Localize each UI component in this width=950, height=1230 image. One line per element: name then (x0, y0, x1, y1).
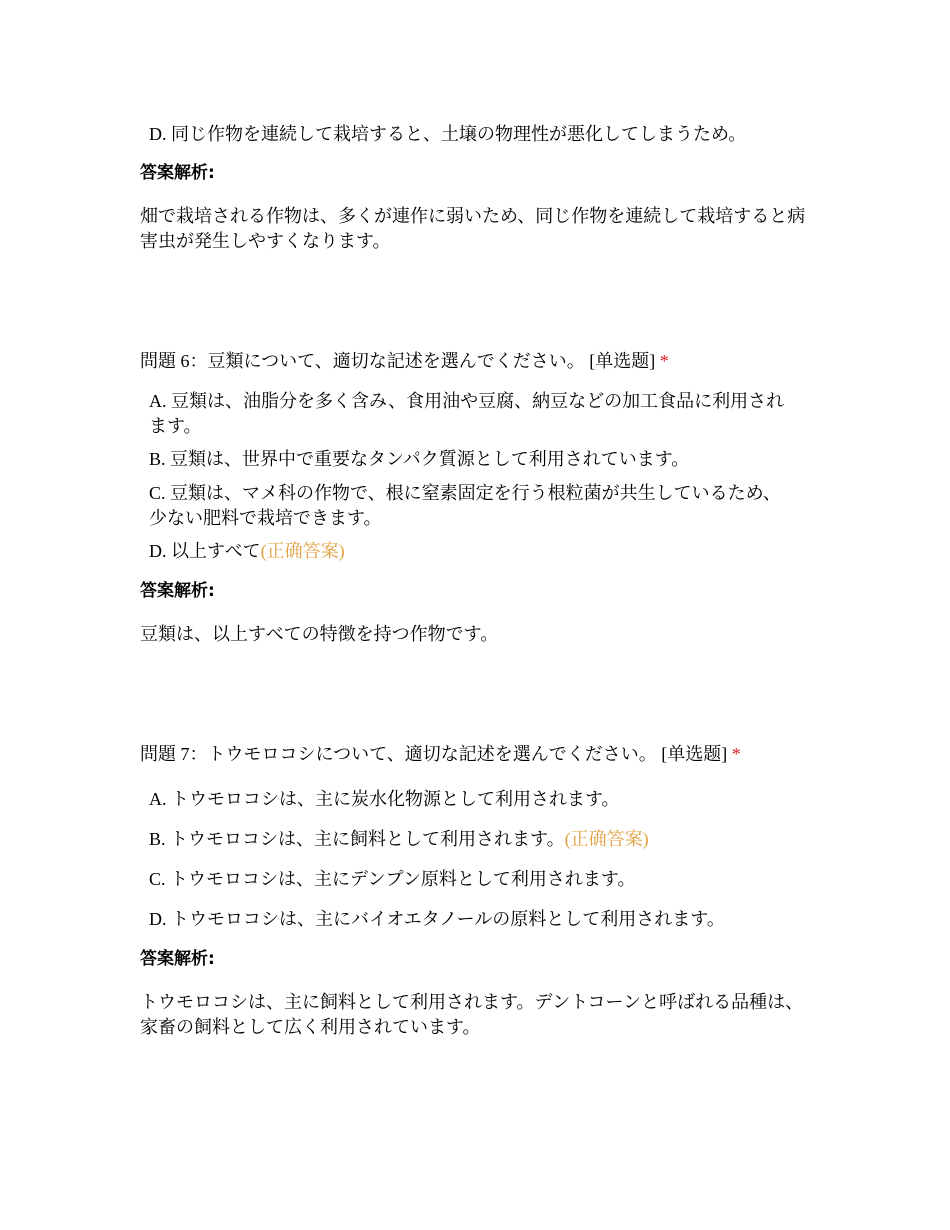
q6-option-a: A. 豆類は、油脂分を多く含み、食用油や豆腐、納豆などの加工食品に利用されます。 (149, 391, 785, 436)
q5-option-d: D. 同じ作物を連続して栽培すると、土壌の物理性が悪化してしまうため。 (149, 124, 747, 144)
q7-question (140, 742, 741, 766)
q7-option-d: D. トウモロコシは、主にバイオエタノールの原料として利用されます。 (149, 909, 725, 929)
q6-option-b: B. 豆類は、世界中で重要なタンパク質源として利用されています。 (149, 449, 690, 469)
q7-option-b-text: B. トウモロコシは、主に飼料として利用されます。 (149, 829, 565, 849)
q7-option-a: A. トウモロコシは、主に炭水化物源として利用されます。 (149, 789, 620, 809)
q6-option-d-text: D. 以上すべて (149, 541, 261, 561)
q6-correct-label: (正确答案) (260, 541, 345, 561)
q7-question-text: 問題 7：トウモロコシについて、適切な記述を選んでください。 (140, 744, 657, 764)
q7-correct-label: (正确答案) (564, 829, 649, 849)
q7-analysis-heading: 答案解析: (140, 949, 215, 969)
q6-question-text: 問題 6：豆類について、適切な記述を選んでください。 (140, 351, 585, 371)
q6-option-d (149, 539, 345, 563)
q5-analysis-heading: 答案解析: (140, 163, 215, 183)
q6-option-c: C. 豆類は、マメ科の作物で、根に窒素固定を行う根粒菌が共生しているため、少ない肥料で栽培できます。 (149, 483, 781, 528)
q6-question (140, 349, 669, 373)
q7-option-c: C. トウモロコシは、主にデンプン原料として利用されます。 (149, 869, 636, 889)
q5-analysis-text: 畑で栽培される作物は、多くが連作に弱いため、同じ作物を連続して栽培すると病害虫が発生しやすくなります。 (140, 206, 806, 251)
q7-required-mark: * (731, 744, 741, 764)
q6-analysis-text: 豆類は、以上すべての特徴を持つ作物です。 (140, 624, 499, 644)
q7-type-tag: [单选题] (661, 744, 728, 764)
q6-type-tag: [单选题] (589, 351, 656, 371)
q7-option-b (149, 827, 649, 851)
q6-required-mark: * (659, 351, 669, 371)
q7-analysis-text: トウモロコシは、主に飼料として利用されます。デントコーンと呼ばれる品種は、家畜の飼料として広く利用されています。 (140, 992, 804, 1037)
q6-analysis-heading: 答案解析: (140, 581, 215, 601)
